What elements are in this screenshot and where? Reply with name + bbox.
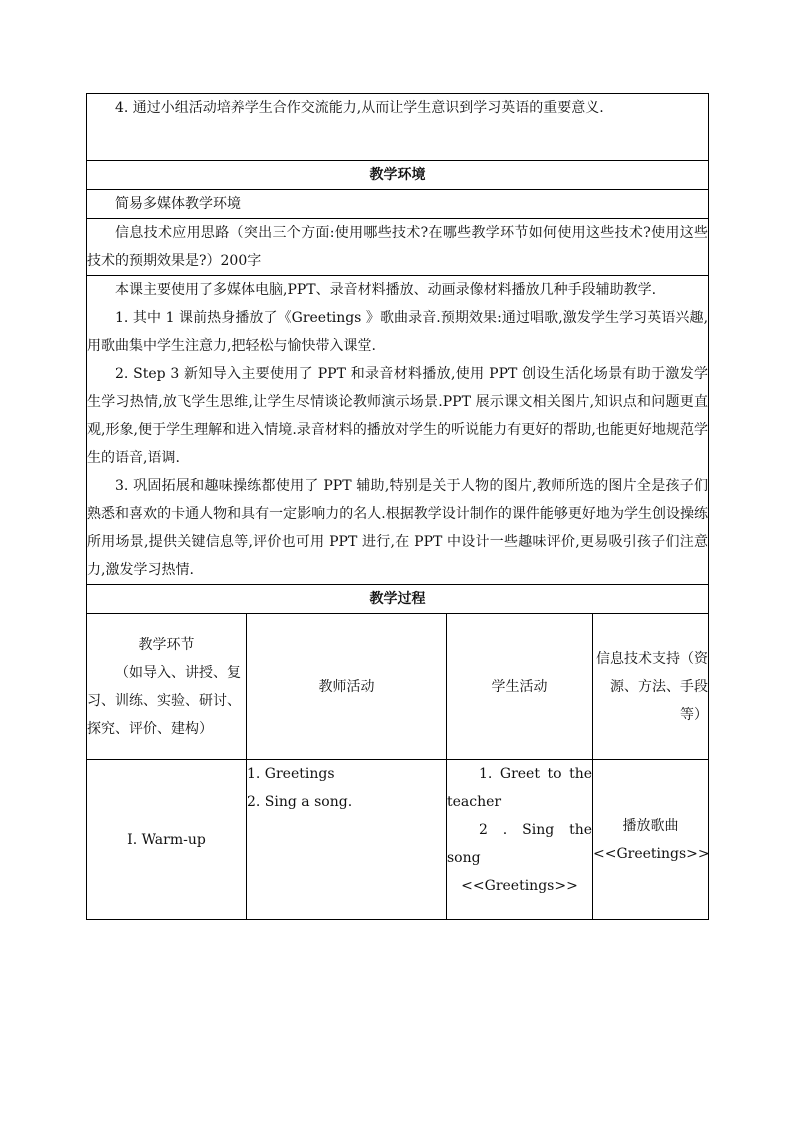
- student-activity-item: 2 . Sing the song: [447, 822, 592, 866]
- lesson-plan-table: [86, 93, 709, 920]
- col-header-stage-examples: （如导入、讲授、复习、训练、实验、研讨、探究、评价、建构）: [87, 664, 241, 737]
- student-activity-item: <<Greetings>>: [461, 878, 578, 894]
- env-heading: 教学环境: [87, 161, 709, 190]
- table-row: [87, 760, 709, 920]
- col-header-stage: [87, 614, 247, 760]
- env-text: 简易多媒体教学环境: [115, 196, 241, 212]
- student-activity-cell: [447, 760, 593, 920]
- tech-support-item: 播放歌曲: [622, 817, 679, 834]
- tech-support-cell: [593, 760, 709, 920]
- col-header-stage-title: 教学环节: [138, 636, 195, 653]
- col-header-student: 学生活动: [447, 614, 593, 760]
- tech-support-item: <<Greetings>>: [593, 845, 710, 862]
- teacher-activity-cell: [247, 760, 447, 920]
- tech-paragraph: 本课主要使用了多媒体电脑,PPT、录音材料播放、动画录像材料播放几种手段辅助教学.: [115, 282, 657, 298]
- teacher-activity-item: 1. Greetings: [247, 766, 335, 782]
- tech-paragraph: 2. Step 3 新知导入主要使用了 PPT 和录音材料播放,使用 PPT 创设生活化场景有助于激发学生学习热情,放飞学生思维,让学生尽情谈论教师演示场景.PPT 展示课文相关图片,知识点和问题更直观,形象,便于学生理解和进入情境.录音材料的播放对学生的听说能力有更好的帮助,也能更好地规范学生的语音,语调.: [87, 366, 709, 466]
- col-header-teacher: 教师活动: [247, 614, 447, 760]
- tech-prompt-cell: [87, 219, 709, 276]
- col-header-tech: 信息技术支持（资源、方法、手段等）: [593, 614, 709, 760]
- student-activity-item: 1. Greet to the teacher: [447, 766, 592, 810]
- lesson-plan-page: [86, 93, 708, 920]
- tech-paragraph: 3. 巩固拓展和趣味操练都使用了 PPT 辅助,特别是关于人物的图片,教师所选的图片全是孩子们熟悉和喜欢的卡通人物和具有一定影响力的名人.根据教学设计制作的课件能够更好地为学生创设操练所用场景,提供关键信息等,评价也可用 PPT 进行,在 PPT 中设计一些趣味评价,更易吸引孩子们注意力,激发学习热情.: [87, 478, 709, 578]
- stage-cell: Ⅰ. Warm-up: [87, 760, 247, 920]
- tech-paragraph: 1. 其中 1 课前热身播放了《Greetings 》歌曲录音.预期效果:通过唱歌,激发学生学习英语兴趣,用歌曲集中学生注意力,把轻松与愉快带入课堂.: [87, 310, 709, 354]
- tech-description-cell: [87, 276, 709, 585]
- tech-prompt: 信息技术应用思路（突出三个方面:使用哪些技术?在哪些教学环节如何使用这些技术?使用这些技术的预期效果是?）200字: [87, 225, 709, 269]
- teacher-activity-item: 2. Sing a song.: [247, 794, 353, 810]
- env-text-cell: [87, 190, 709, 219]
- objective-4-text: 4. 通过小组活动培养学生合作交流能力,从而让学生意识到学习英语的重要意义.: [115, 100, 604, 116]
- process-heading: 教学过程: [87, 585, 709, 614]
- objective-4-cell: [87, 94, 709, 161]
